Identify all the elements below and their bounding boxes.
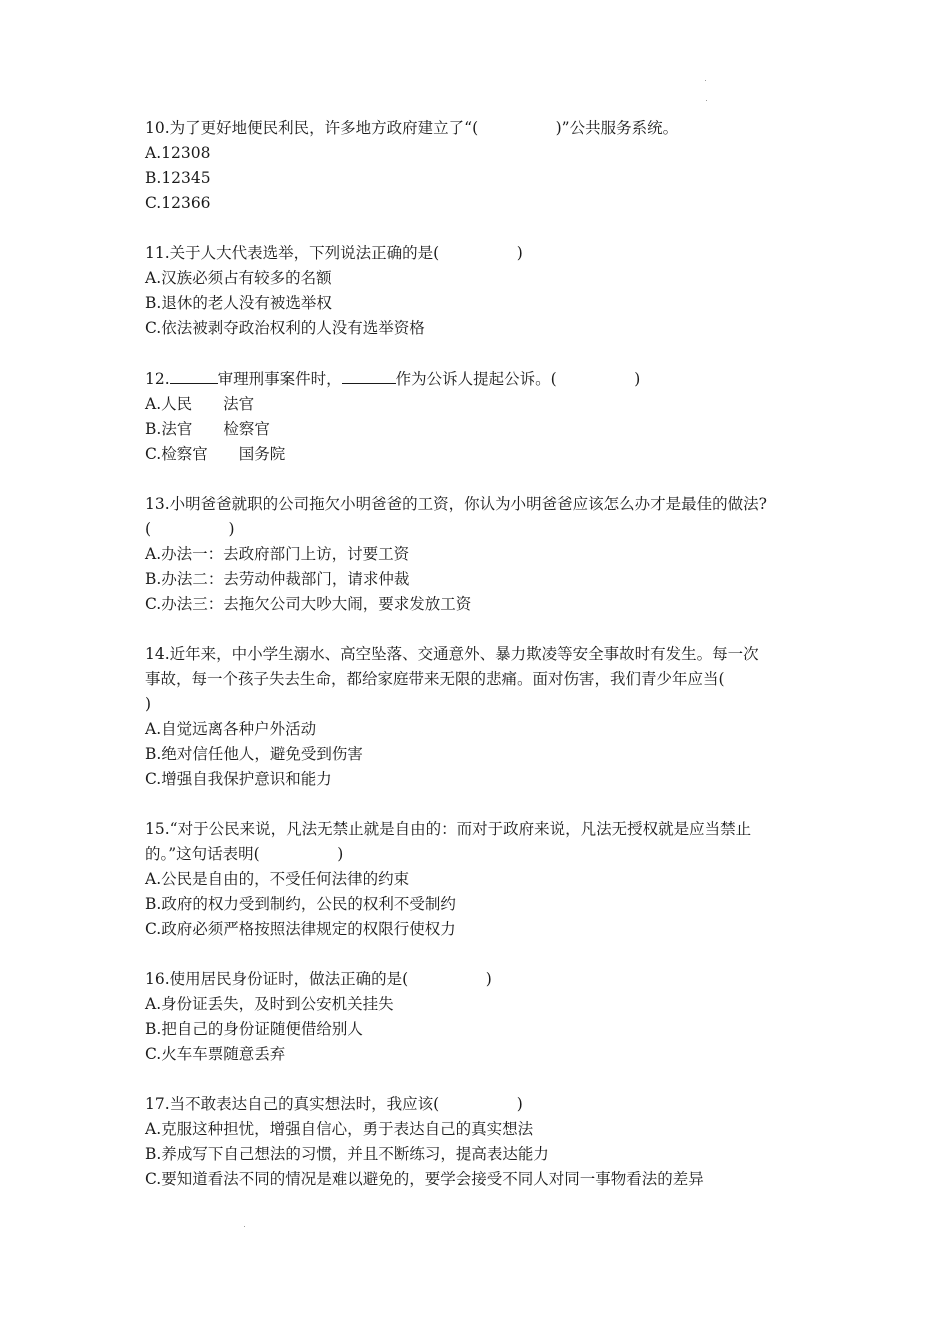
scan-speck — [705, 80, 706, 81]
stem-middle: 审理刑事案件时， — [217, 370, 342, 388]
question-stem-line-2: 事故，每一个孩子失去生命，都给家庭带来无限的悲痛。面对伤害，我们青少年应当( — [145, 670, 725, 688]
option-a: A.人民 法官 — [145, 395, 255, 413]
scan-speck — [244, 1226, 245, 1227]
question-14 — [145, 642, 825, 792]
question-13 — [145, 492, 825, 617]
option-c: C.办法三：去拖欠公司大吵大闹，要求发放工资 — [145, 595, 472, 613]
option-c: C.增强自我保护意识和能力 — [145, 770, 332, 788]
option-b: B.政府的权力受到制约，公民的权利不受制约 — [145, 895, 456, 913]
fill-blank-1 — [170, 366, 218, 384]
option-b: B.法官 检察官 — [145, 420, 270, 438]
option-c: C.12366 — [145, 194, 211, 212]
option-b: B.12345 — [145, 169, 211, 187]
option-a: A.办法一：去政府部门上访，讨要工资 — [145, 545, 410, 563]
option-b: B.绝对信任他人，避免受到伤害 — [145, 745, 363, 763]
stem-end: 作为公诉人提起公诉。( ) — [395, 370, 641, 388]
question-12 — [145, 366, 825, 467]
option-c: C.政府必须严格按照法律规定的权限行使权力 — [145, 920, 456, 938]
option-b: B.办法二：去劳动仲裁部门，请求仲裁 — [145, 570, 410, 588]
question-stem-line-3: ) — [145, 695, 152, 713]
question-17 — [145, 1092, 825, 1192]
question-15 — [145, 817, 825, 942]
question-stem: 11.关于人大代表选举，下列说法正确的是( ) — [145, 244, 523, 262]
option-a: A.自觉远离各种户外活动 — [145, 720, 317, 738]
question-stem-line-1: 13.小明爸爸就职的公司拖欠小明爸爸的工资，你认为小明爸爸应该怎么办才是最佳的做法? — [145, 495, 767, 513]
option-b: B.退休的老人没有被选举权 — [145, 294, 332, 312]
option-a: A.身份证丢失，及时到公安机关挂失 — [145, 995, 394, 1013]
question-stem-line-1: 14.近年来，中小学生溺水、高空坠落、交通意外、暴力欺凌等安全事故时有发生。每一次 — [145, 645, 759, 663]
question-10 — [145, 116, 825, 216]
option-a: A.公民是自由的，不受任何法律的约束 — [145, 870, 410, 888]
question-stem — [145, 366, 825, 392]
option-a: A.克服这种担忧，增强自信心，勇于表达自己的真实想法 — [145, 1120, 534, 1138]
question-stem-line-2: ( ) — [145, 520, 235, 538]
question-11 — [145, 241, 825, 341]
question-list — [145, 116, 825, 1217]
question-stem: 10.为了更好地便民利民，许多地方政府建立了“( )”公共服务系统。 — [145, 119, 679, 137]
option-c: C.依法被剥夺政治权利的人没有选举资格 — [145, 319, 425, 337]
option-a: A.12308 — [145, 144, 211, 162]
option-a: A.汉族必须占有较多的名额 — [145, 269, 332, 287]
option-c: C.火车车票随意丢弃 — [145, 1045, 286, 1063]
scan-speck — [706, 100, 707, 101]
question-stem: 17.当不敢表达自己的真实想法时，我应该( ) — [145, 1095, 523, 1113]
fill-blank-2 — [342, 366, 396, 384]
option-b: B.把自己的身份证随便借给别人 — [145, 1020, 363, 1038]
option-c: C.要知道看法不同的情况是难以避免的，要学会接受不同人对同一事物看法的差异 — [145, 1170, 704, 1188]
question-16 — [145, 967, 825, 1067]
option-b: B.养成写下自己想法的习惯，并且不断练习，提高表达能力 — [145, 1145, 549, 1163]
stem-number: 12. — [145, 370, 170, 388]
question-stem: 16.使用居民身份证时，做法正确的是( ) — [145, 970, 492, 988]
question-stem-line-1: 15.“对于公民来说，凡法无禁止就是自由的：而对于政府来说，凡法无授权就是应当禁止 — [145, 820, 752, 838]
option-c: C.检察官 国务院 — [145, 445, 286, 463]
question-stem-line-2: 的。”这句话表明( ) — [145, 845, 344, 863]
